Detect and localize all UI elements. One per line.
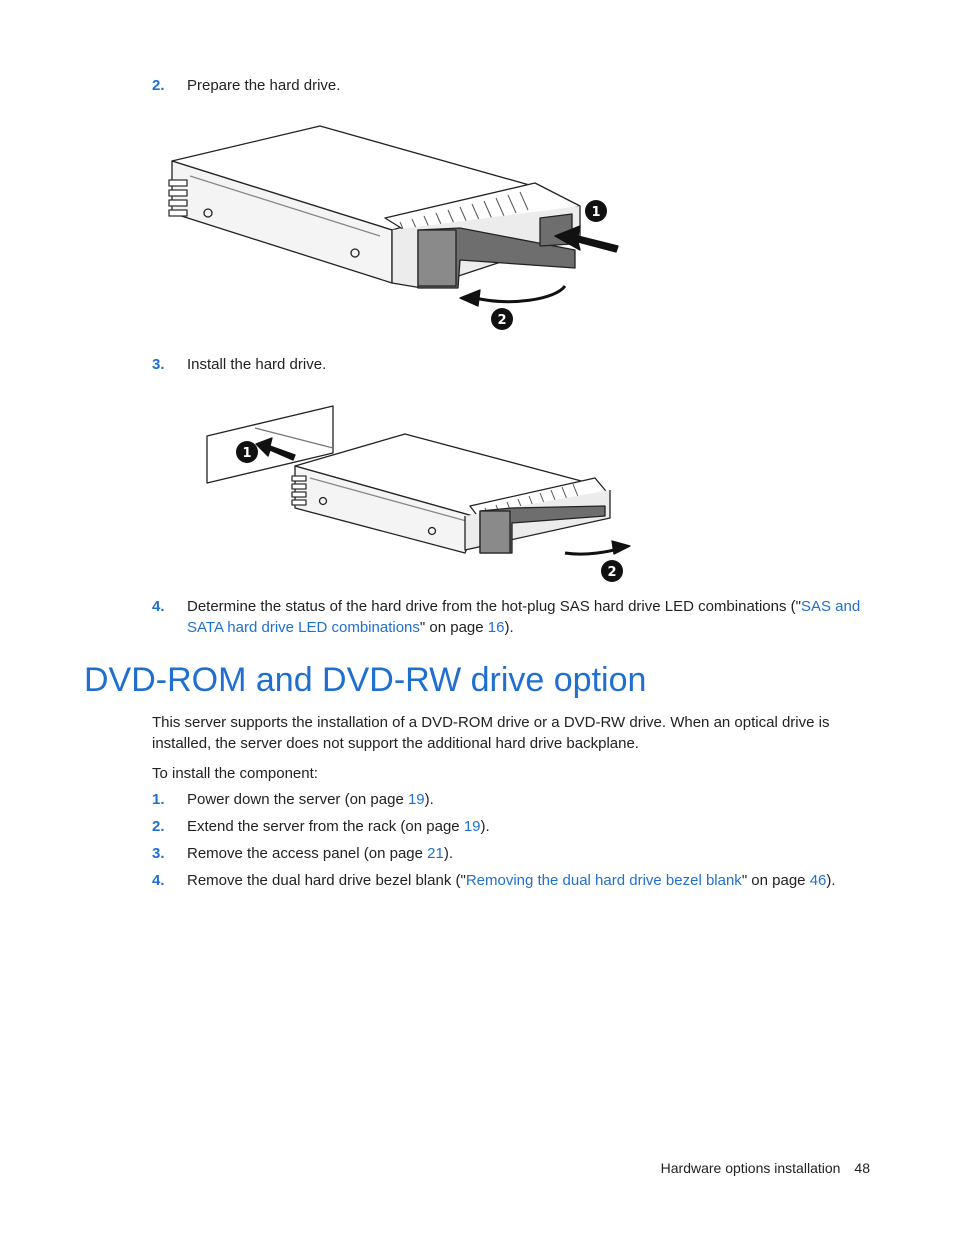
step-text: ). (504, 619, 514, 636)
step-text: ). (424, 791, 434, 808)
rotation-arrow (475, 286, 565, 302)
callout-2-icon (601, 560, 623, 582)
step-number: 2. (152, 818, 165, 835)
led-combinations-link-cont[interactable]: SATA hard drive LED combinations (187, 619, 420, 636)
step-text: Remove the access panel (on page (187, 845, 428, 862)
page-number: 48 (854, 1160, 870, 1176)
section-intro (152, 712, 872, 754)
install-lead: To install the component: (152, 765, 318, 782)
step-text: Power down the server (on page (187, 791, 408, 808)
page-link[interactable]: 19 (407, 791, 425, 808)
step-number: 3. (152, 845, 165, 862)
footer-title: Hardware options installation (660, 1160, 841, 1176)
close-arrow (565, 548, 620, 554)
intro-line: installed, the server does not support the additional hard drive backplane. (152, 735, 639, 752)
page-link[interactable]: 19 (463, 818, 481, 835)
callout-label: 2 (497, 313, 507, 328)
step-number: 4. (152, 872, 165, 889)
callout-1-icon (585, 200, 607, 222)
step-text: ). (480, 818, 490, 835)
step-text: ). (443, 845, 454, 862)
callout-label: 2 (607, 565, 617, 580)
step-text: Determine the status of the hard drive from the hot-plug SAS hard drive LED combinations (" (187, 598, 801, 615)
page-16-link[interactable]: 16 (487, 619, 505, 636)
install-drive-figure (200, 398, 640, 588)
step-text: Remove the dual hard drive bezel blank (" (187, 872, 466, 889)
callout-label: 1 (242, 446, 252, 461)
step-number: 4. (152, 598, 165, 615)
step-text: Extend the server from the rack (on page (187, 818, 464, 835)
page-link[interactable]: 46 (809, 872, 827, 889)
step-text: Prepare the hard drive. (187, 77, 341, 94)
bezel-blank-link[interactable]: Removing the dual hard drive bezel blank (465, 872, 742, 889)
led-combinations-link[interactable]: SAS and (800, 598, 861, 615)
step-number: 1. (152, 791, 165, 808)
section-title: DVD-ROM and DVD-RW drive option (84, 661, 647, 699)
step-text: " on page (741, 872, 810, 889)
step-text: " on page (419, 619, 488, 636)
callout-1-icon (236, 441, 258, 463)
page-footer (661, 1158, 870, 1178)
callout-label: 1 (591, 205, 601, 220)
step-number: 2. (152, 77, 165, 94)
step-text-line2 (187, 617, 514, 638)
step-text-line1 (187, 596, 860, 617)
prepare-drive-figure (160, 118, 630, 333)
step-text: Install the hard drive. (187, 356, 327, 373)
step-number: 3. (152, 356, 165, 373)
callout-2-icon (491, 308, 513, 330)
intro-line: This server supports the installation of a DVD-ROM drive or a DVD-RW drive. When an optical drive is (152, 714, 830, 731)
step-text: ). (826, 872, 836, 889)
page-link[interactable]: 21 (427, 845, 444, 862)
